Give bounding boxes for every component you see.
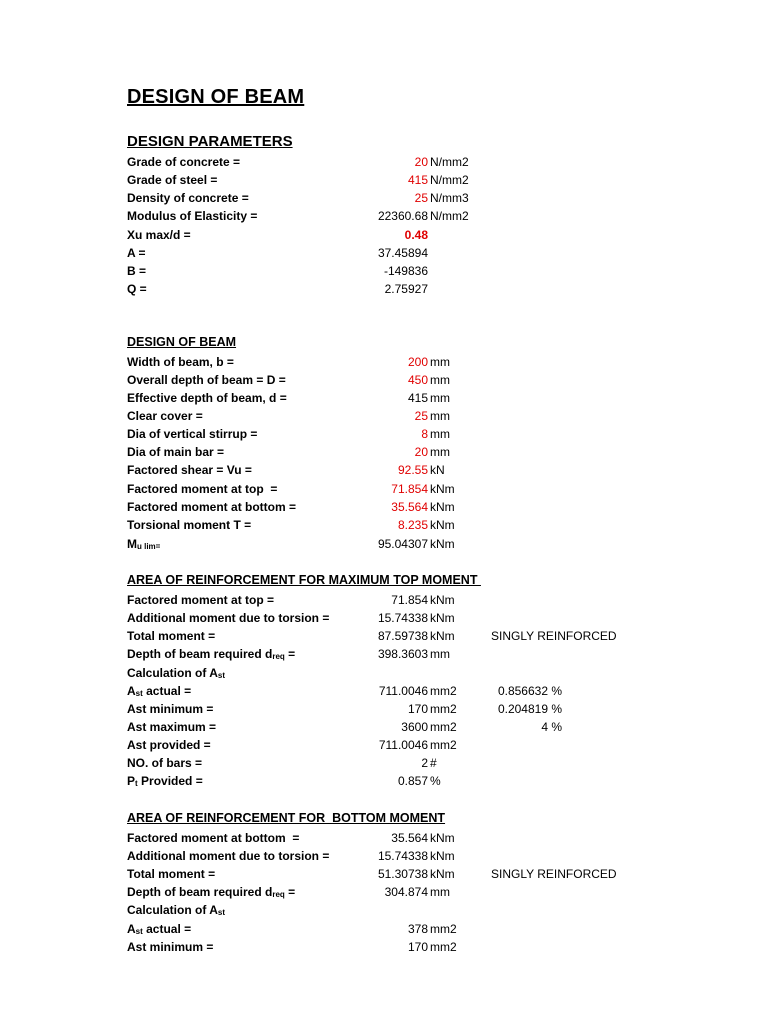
beam-label: Dia of main bar = [127,445,225,459]
top-row [0,754,768,772]
mu-label-main: M [127,537,137,551]
param-value: 25 [414,191,428,205]
param-label: Grade of steel = [127,173,218,187]
top-label: Ast provided = [127,738,211,752]
beam-row [0,407,768,425]
top-row [0,736,768,754]
beam-unit: kNm [430,482,455,496]
top-unit: mm2 [430,738,457,752]
mu-label-sub: u lim= [137,542,161,551]
beam-row [0,443,768,461]
top-unit: mm2 [430,684,457,698]
beam-row [0,461,768,479]
beam-value: 200 [407,355,428,369]
ast-label-sub: st [135,927,143,936]
beam-value: 8.235 [397,518,428,532]
calc-label-sub: st [217,671,226,680]
top-label: Ast minimum = [127,702,214,716]
bottom-value: 51.30738 [377,867,428,881]
param-value: 37.45894 [377,246,428,260]
top-value: 711.0046 [378,684,428,698]
top-moment-heading: AREA OF REINFORCEMENT FOR MAXIMUM TOP MOMENT [127,573,481,587]
top-row [0,664,768,682]
beam-row [0,371,768,389]
beam-unit: kN [430,463,445,477]
param-row [0,189,768,207]
depth-label: Depth of beam required d [127,647,273,661]
top-value: 170 [407,702,428,716]
beam-row [0,353,768,371]
param-label: Grade of concrete = [127,155,241,169]
beam-value: 20 [414,445,428,459]
param-label: Xu max/d = [127,228,191,242]
top-value: 87.59738 [377,629,428,643]
beam-row [0,535,768,553]
top-unit: kNm [430,629,455,643]
beam-label: Dia of vertical stirrup = [127,427,258,441]
top-unit: mm2 [430,702,457,716]
param-unit: N/mm2 [430,209,469,223]
calc-label: Calculation of A [127,903,218,917]
bottom-label: Factored moment at bottom = [127,831,300,845]
depth-label: Depth of beam required d [127,885,273,899]
beam-label: Overall depth of beam = D = [127,373,286,387]
beam-label: Effective depth of beam, d = [127,391,287,405]
beam-row [0,425,768,443]
param-value: -149836 [383,264,428,278]
bottom-row [0,865,768,883]
beam-unit: mm [430,355,450,369]
top-percent: 0.204819 % [497,702,562,716]
top-value: 398.3603 [377,647,428,661]
bottom-row [0,829,768,847]
beam-row [0,389,768,407]
calc-label-sub: st [217,908,226,917]
top-percent: 0.856632 % [497,684,562,698]
beam-unit: mm [430,373,450,387]
beam-label: Clear cover = [127,409,203,423]
beam-row [0,498,768,516]
top-label: NO. of bars = [127,756,203,770]
bottom-row [0,920,768,938]
beam-value: 92.55 [397,463,428,477]
param-label: A = [127,246,146,260]
top-label: Additional moment due to torsion = [127,611,330,625]
bottom-label: Ast minimum = [127,940,214,954]
bottom-label [127,920,191,940]
top-row [0,682,768,700]
beam-unit: mm [430,409,450,423]
ast-label-sub: st [135,689,143,698]
pt-label-end: Provided = [137,774,203,788]
bottom-unit: mm2 [430,940,457,954]
beam-label: Width of beam, b = [127,355,234,369]
param-label: B = [127,264,147,278]
top-value: 0.857 [397,774,428,788]
param-label: Modulus of Elasticity = [127,209,258,223]
depth-label-sub: req [272,890,285,899]
param-value: 22360.68 [377,209,428,223]
bottom-label [127,883,295,903]
beam-label [127,535,160,555]
bottom-unit: mm [430,885,450,899]
top-unit: kNm [430,593,455,607]
bottom-unit: mm2 [430,922,457,936]
pt-label: P [127,774,136,788]
beam-value: 415 [407,391,428,405]
param-row [0,171,768,189]
top-value: 15.74338 [377,611,428,625]
param-row [0,207,768,225]
beam-unit: mm [430,427,450,441]
top-value: 2 [421,756,428,770]
param-unit: N/mm2 [430,173,469,187]
bottom-unit: kNm [430,849,455,863]
calc-label: Calculation of A [127,666,218,680]
depth-label-end: = [284,647,296,661]
beam-unit: mm [430,391,450,405]
calc-heading [127,664,225,684]
bottom-label: Additional moment due to torsion = [127,849,330,863]
bottom-label: Total moment = [127,867,216,881]
param-label: Density of concrete = [127,191,249,205]
bottom-value: 170 [407,940,428,954]
top-row [0,772,768,790]
top-label: Factored moment at top = [127,593,275,607]
design-parameters-heading: DESIGN PARAMETERS [127,133,293,150]
top-row [0,609,768,627]
param-row [0,262,768,280]
top-row [0,591,768,609]
top-unit: mm [430,647,450,661]
ast-label: A [127,922,136,936]
top-unit: % [430,774,441,788]
bottom-value: 15.74338 [377,849,428,863]
top-unit: # [430,756,437,770]
top-unit: mm2 [430,720,457,734]
bottom-row [0,901,768,919]
param-value: 415 [407,173,428,187]
singly-reinforced-note: SINGLY REINFORCED [491,629,617,643]
top-label [127,682,191,702]
param-row [0,244,768,262]
depth-label-end: = [284,885,296,899]
beam-value: 35.564 [391,500,428,514]
top-label: Total moment = [127,629,216,643]
top-label: Ast maximum = [127,720,217,734]
top-label [127,645,295,665]
param-unit: N/mm3 [430,191,469,205]
beam-row [0,480,768,498]
bottom-moment-heading: AREA OF REINFORCEMENT FOR BOTTOM MOMENT [127,811,446,825]
beam-label: Factored shear = Vu = [127,463,252,477]
beam-label: Factored moment at top = [127,482,278,496]
ast-label: A [127,684,136,698]
design-of-beam-heading: DESIGN OF BEAM [127,335,237,349]
top-value: 711.0046 [378,738,428,752]
param-value: 2.75927 [384,282,428,296]
param-row [0,280,768,298]
param-row [0,226,768,244]
beam-value: 25 [414,409,428,423]
depth-label-sub: req [272,652,285,661]
beam-value: 450 [407,373,428,387]
pt-label-sub: t [135,779,138,788]
beam-row [0,516,768,534]
top-row [0,645,768,663]
beam-label: Torsional moment T = [127,518,252,532]
bottom-value: 35.564 [391,831,428,845]
top-row [0,700,768,718]
bottom-row [0,847,768,865]
bottom-value: 304.874 [384,885,428,899]
ast-label-end: actual = [142,922,192,936]
top-value: 3600 [401,720,428,734]
bottom-value: 378 [407,922,428,936]
top-unit: kNm [430,611,455,625]
param-value: 20 [414,155,428,169]
bottom-row [0,938,768,956]
param-label: Q = [127,282,147,296]
beam-unit: kNm [430,537,455,551]
param-unit: N/mm2 [430,155,469,169]
bottom-unit: kNm [430,867,455,881]
param-row [0,153,768,171]
beam-unit: kNm [430,500,455,514]
top-percent: 4 % [541,720,562,734]
top-label [127,772,203,792]
top-row [0,627,768,645]
beam-value: 95.04307 [377,537,428,551]
bottom-unit: kNm [430,831,455,845]
ast-label-end: actual = [142,684,192,698]
beam-value: 8 [421,427,428,441]
beam-value: 71.854 [391,482,428,496]
top-value: 71.854 [391,593,428,607]
top-row [0,718,768,736]
singly-reinforced-note: SINGLY REINFORCED [491,867,617,881]
bottom-row [0,883,768,901]
beam-unit: kNm [430,518,455,532]
beam-label: Factored moment at bottom = [127,500,297,514]
page-title: DESIGN OF BEAM [127,86,305,108]
param-value: 0.48 [404,228,428,242]
beam-unit: mm [430,445,450,459]
calc-heading [127,901,225,921]
